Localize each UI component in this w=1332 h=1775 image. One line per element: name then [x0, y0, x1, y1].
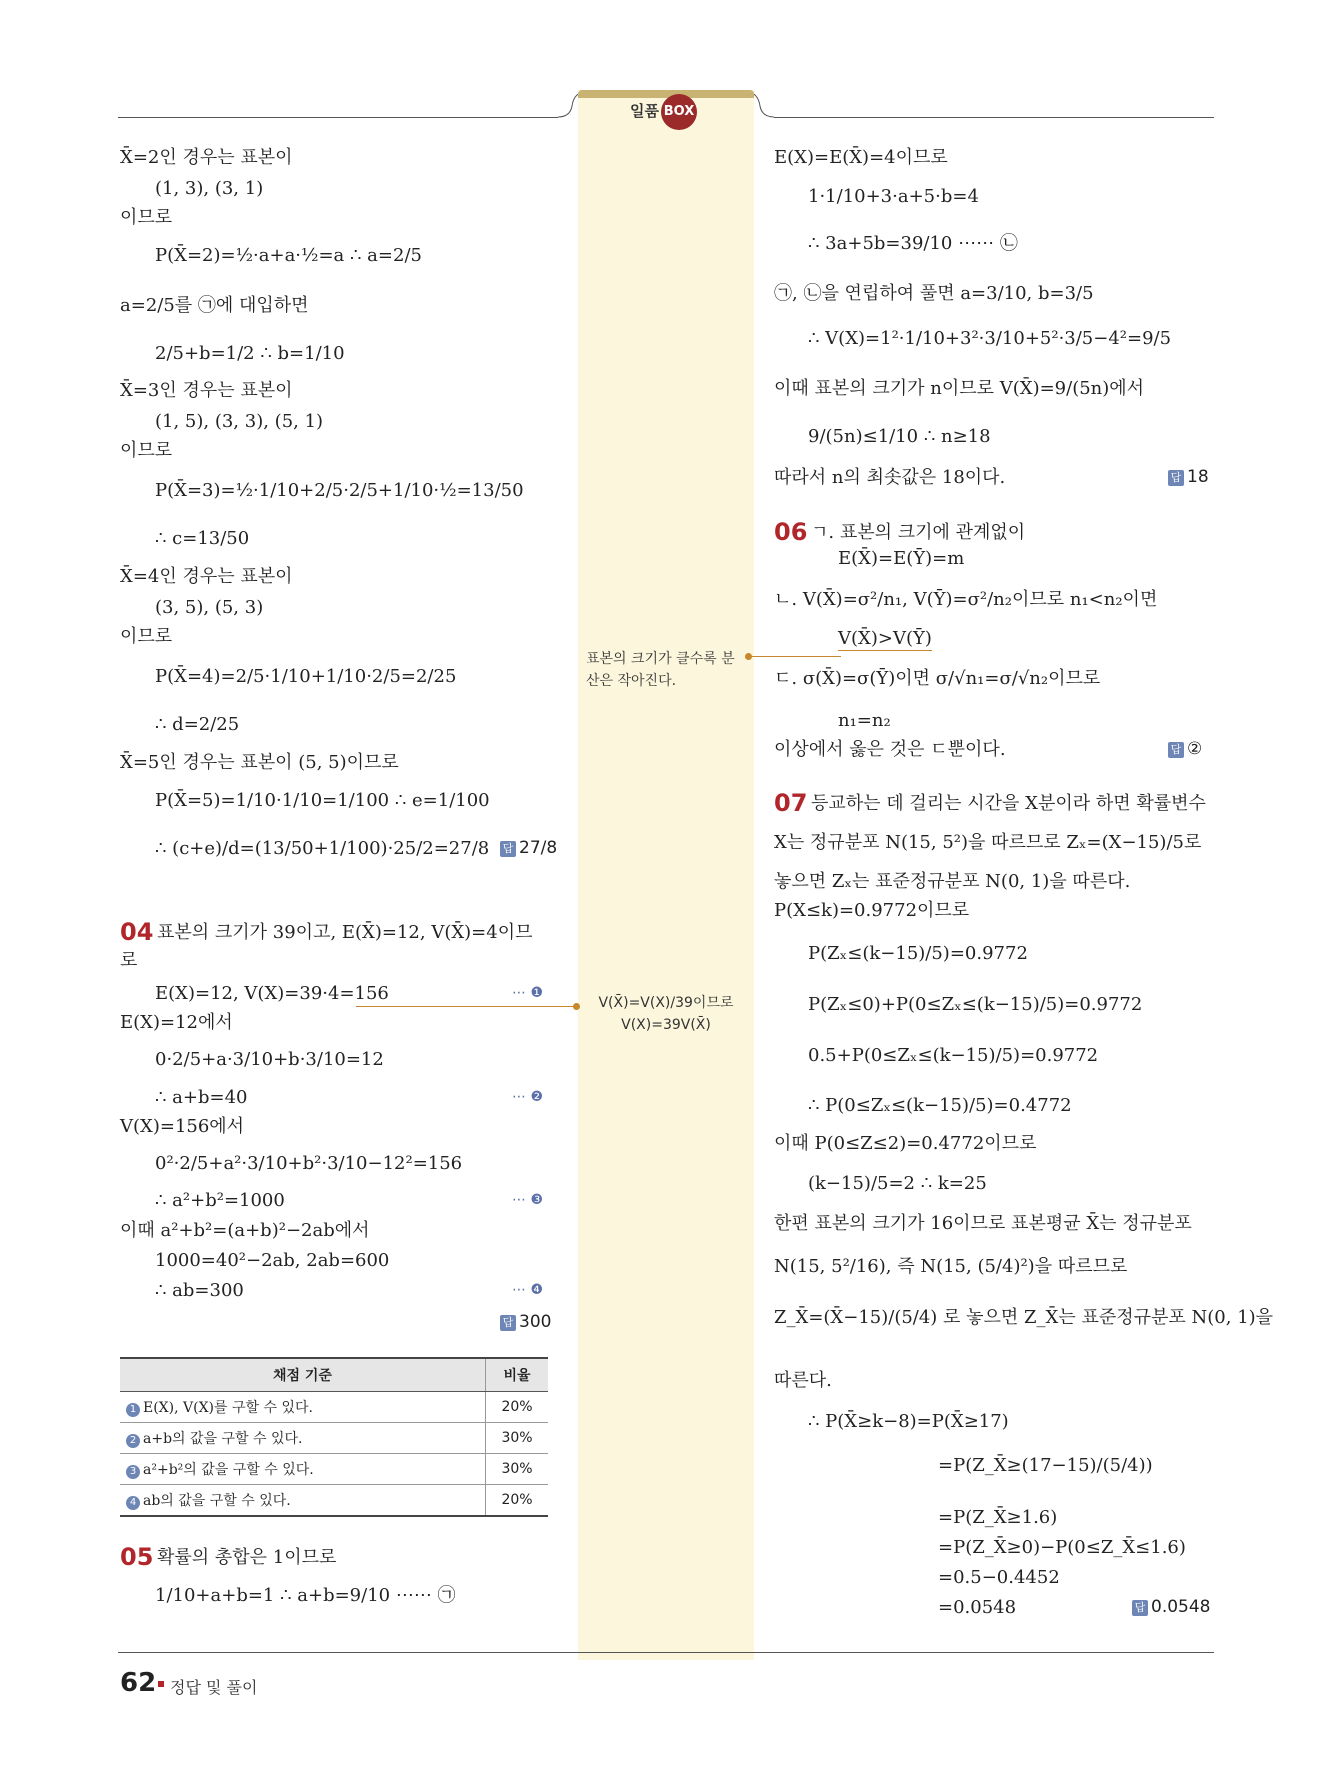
- ratio-cell: 30%: [486, 1454, 549, 1485]
- q07-line: 따른다.: [774, 1370, 832, 1391]
- left-line: 이므로: [120, 626, 173, 647]
- answer-mark: [1168, 739, 1202, 759]
- step-marker: ⋯ ❹: [512, 1282, 544, 1298]
- ratio-cell: 20%: [486, 1485, 549, 1517]
- left-line: (1, 3), (3, 1): [155, 178, 264, 199]
- q07-line: 0.5+P(0≤Zₓ≤(k−15)/5)=0.9772: [808, 1045, 1099, 1066]
- header-rule-left: [118, 117, 558, 118]
- grading-table: [120, 1357, 548, 1517]
- q07-line: X는 정규분포 N(15, 5²)을 따르므로 Zₓ=(X−15)/5로: [774, 832, 1202, 853]
- q06-line: ㄱ. 표본의 크기에 관계없이: [811, 522, 1026, 543]
- q04-line: E(X)=12에서: [120, 1012, 233, 1033]
- q06-line: n₁=n₂: [838, 710, 891, 731]
- answer-value: 300: [519, 1312, 552, 1332]
- step-marker: ⋯ ❸: [512, 1192, 544, 1208]
- left-line: 2/5+b=1/2 ∴ b=1/10: [155, 343, 345, 364]
- q04-line: 0²·2/5+a²·3/10+b²·3/10−12²=156: [155, 1153, 463, 1174]
- answer-mark: [500, 838, 557, 858]
- note-connector-line: [751, 656, 841, 657]
- step-marker: ⋯ ❶: [512, 985, 544, 1001]
- box-strip-cap: [578, 90, 754, 98]
- q07-line: =P(Z_X̄≥(17−15)/(5/4)): [938, 1455, 1153, 1476]
- q04-line: 이때 a²+b²=(a+b)²−2ab에서: [120, 1220, 370, 1241]
- q07-line: =P(Z_X̄≥1.6): [938, 1507, 1058, 1528]
- q07-line: P(Zₓ≤0)+P(0≤Zₓ≤(k−15)/5)=0.9772: [808, 994, 1143, 1015]
- q07-line: N(15, 5²/16), 즉 N(15, (5/4)²)을 따르므로: [774, 1256, 1128, 1277]
- q07-line: =P(Z_X̄≥0)−P(0≤Z_X̄≤1.6): [938, 1537, 1186, 1558]
- q06-line: 이상에서 옳은 것은 ㄷ뿐이다.: [774, 739, 1006, 760]
- table-row: [120, 1392, 548, 1423]
- q04-line: ∴ a²+b²=1000: [155, 1190, 285, 1211]
- left-line: P(X̄=4)=2/5·1/10+1/10·2/5=2/25: [155, 666, 457, 687]
- left-line: a=2/5를 ㉠에 대입하면: [120, 295, 309, 316]
- q04-line: V(X)=156에서: [120, 1116, 245, 1137]
- right-line: ∴ 3a+5b=39/10 ⋯⋯ ㉡: [808, 233, 1018, 254]
- step-number: 1: [126, 1403, 140, 1417]
- step-number: 2: [126, 1434, 140, 1448]
- left-line: ∴ d=2/25: [155, 714, 240, 735]
- q06-line: ㄷ. σ(X̄)=σ(Ȳ)이면 σ/√n₁=σ/√n₂이므로: [774, 668, 1101, 689]
- q04-line: 1000=40²−2ab, 2ab=600: [155, 1250, 390, 1271]
- q04-line: 0·2/5+a·3/10+b·3/10=12: [155, 1049, 384, 1070]
- right-line: 1·1/10+3·a+5·b=4: [808, 186, 979, 207]
- box-badge: BOX: [661, 94, 697, 130]
- q05-line: 확률의 총합은 1이므로: [157, 1547, 337, 1568]
- right-line: 이때 표본의 크기가 n이므로 V(X̄)=9/(5n)에서: [774, 378, 1145, 399]
- q07-line: 놓으면 Zₓ는 표준정규분포 N(0, 1)을 따른다.: [774, 871, 1131, 892]
- box-note-line: 표본의 크기가 클수록 분: [586, 651, 735, 667]
- left-line: ∴ (c+e)/d=(13/50+1/100)·25/2=27/8: [155, 838, 490, 859]
- note-connector-line: [356, 1006, 576, 1007]
- answer-mark: [500, 1312, 551, 1332]
- left-line: P(X̄=2)=½·a+a·½=a ∴ a=2/5: [155, 245, 422, 266]
- left-line: X̄=4인 경우는 표본이: [120, 566, 293, 587]
- box-note-line: V(X̄)=V(X)/39이므로: [598, 995, 734, 1011]
- box-note-line: V(X)=39V(X̄): [621, 1017, 711, 1033]
- answer-mark: [1132, 1597, 1210, 1617]
- q04-line: ∴ ab=300: [155, 1280, 244, 1301]
- ratio-cell: 20%: [486, 1392, 549, 1423]
- step-marker: ⋯ ❷: [512, 1089, 544, 1105]
- step-number: 3: [126, 1465, 140, 1479]
- q06-line: ㄴ. V(X̄)=σ²/n₁, V(Ȳ)=σ²/n₂이므로 n₁<n₂이면: [774, 589, 1158, 610]
- criterion-text: a²+b²의 값을 구할 수 있다.: [143, 1462, 314, 1478]
- box-tab-label: 일품: [630, 102, 659, 120]
- answer-icon: 답: [500, 841, 516, 857]
- question-number: 04: [120, 918, 154, 946]
- left-line: P(X̄=3)=½·1/10+2/5·2/5+1/10·½=13/50: [155, 480, 524, 501]
- table-row: [120, 1454, 548, 1485]
- q06-line: V(X̄)>V(Ȳ): [838, 628, 932, 649]
- box-note-line: 산은 작아진다.: [586, 673, 677, 689]
- left-line: (1, 5), (3, 3), (5, 1): [155, 411, 324, 432]
- page-number: 62: [120, 1668, 157, 1698]
- table-row: [120, 1423, 548, 1454]
- answer-value: ②: [1187, 739, 1203, 759]
- box-strip: [578, 90, 754, 1660]
- footer-title: 정답 및 풀이: [170, 1678, 258, 1697]
- answer-icon: 답: [1168, 470, 1184, 486]
- table-row: [120, 1485, 548, 1517]
- note-connector-dot: [573, 1003, 580, 1010]
- q07-line: P(X≤k)=0.9772이므로: [774, 900, 970, 921]
- q07-line: Z_X̄=(X̄−15)/(5/4) 로 놓으면 Z_X̄는 표준정규분포 N(0, 1)을: [774, 1307, 1274, 1328]
- q07-line: =0.5−0.4452: [938, 1567, 1060, 1588]
- q04-line: E(X)=12, V(X)=39·4=156: [155, 983, 389, 1004]
- q07-line: 한편 표본의 크기가 16이므로 표본평균 X̄는 정규분포: [774, 1213, 1192, 1234]
- left-line: (3, 5), (5, 3): [155, 597, 264, 618]
- q07-line: (k−15)/5=2 ∴ k=25: [808, 1173, 987, 1194]
- right-line: 9/(5n)≤1/10 ∴ n≥18: [808, 426, 991, 447]
- q07-line: P(Zₓ≤(k−15)/5)=0.9772: [808, 943, 1028, 964]
- left-line: P(X̄=5)=1/10·1/10=1/100 ∴ e=1/100: [155, 790, 490, 811]
- answer-value: 27/8: [519, 838, 558, 858]
- footer-rule: [118, 1652, 1214, 1653]
- q07-line: =0.0548: [938, 1597, 1017, 1618]
- question-number: 06: [774, 518, 808, 546]
- footer-bullet: [158, 1681, 164, 1687]
- answer-mark: [1168, 467, 1209, 487]
- criterion-text: E(X), V(X)를 구할 수 있다.: [143, 1400, 313, 1416]
- right-line: ㉠, ㉡을 연립하여 풀면 a=3/10, b=3/5: [774, 283, 1094, 304]
- answer-icon: 답: [500, 1315, 516, 1331]
- answer-value: 0.0548: [1151, 1597, 1211, 1617]
- table-header: 비율: [486, 1358, 549, 1392]
- ratio-cell: 30%: [486, 1423, 549, 1454]
- left-line: X̄=5인 경우는 표본이 (5, 5)이므로: [120, 752, 399, 773]
- table-header: 채점 기준: [120, 1358, 486, 1392]
- step-number: 4: [126, 1496, 140, 1510]
- q04-line: 표본의 크기가 39이고, E(X̄)=12, V(X̄)=4이므: [157, 922, 533, 943]
- box-note: [586, 992, 746, 1036]
- left-line: ∴ c=13/50: [155, 528, 250, 549]
- answer-icon: 답: [1168, 742, 1184, 758]
- q05-line: 1/10+a+b=1 ∴ a+b=9/10 ⋯⋯ ㉠: [155, 1585, 456, 1606]
- q04-line: 로: [120, 950, 138, 971]
- q07-line: ∴ P(0≤Zₓ≤(k−15)/5)=0.4772: [808, 1095, 1072, 1116]
- box-note: [586, 648, 735, 692]
- q07-line: 이때 P(0≤Z≤2)=0.4772이므로: [774, 1133, 1037, 1154]
- left-line: 이므로: [120, 207, 173, 228]
- criterion-text: a+b의 값을 구할 수 있다.: [143, 1431, 303, 1447]
- criterion-text: ab의 값을 구할 수 있다.: [143, 1493, 291, 1509]
- left-line: X̄=2인 경우는 표본이: [120, 147, 293, 168]
- q06-line: E(X̄)=E(Ȳ)=m: [838, 548, 965, 569]
- question-number: 05: [120, 1543, 154, 1571]
- right-line: E(X)=E(X̄)=4이므로: [774, 147, 948, 168]
- q07-line: ∴ P(X̄≥k−8)=P(X̄≥17): [808, 1411, 1009, 1432]
- left-line: 이므로: [120, 440, 173, 461]
- header-rule-right: [774, 117, 1214, 118]
- question-number: 07: [774, 789, 808, 817]
- right-line: 따라서 n의 최솟값은 18이다.: [774, 467, 1006, 488]
- answer-value: 18: [1187, 467, 1209, 487]
- left-line: X̄=3인 경우는 표본이: [120, 380, 293, 401]
- right-line: ∴ V(X)=1²·1/10+3²·3/10+5²·3/5−4²=9/5: [808, 328, 1172, 349]
- q04-line: ∴ a+b=40: [155, 1087, 248, 1108]
- q07-line: 등교하는 데 걸리는 시간을 X분이라 하면 확률변수: [811, 793, 1206, 814]
- answer-icon: 답: [1132, 1600, 1148, 1616]
